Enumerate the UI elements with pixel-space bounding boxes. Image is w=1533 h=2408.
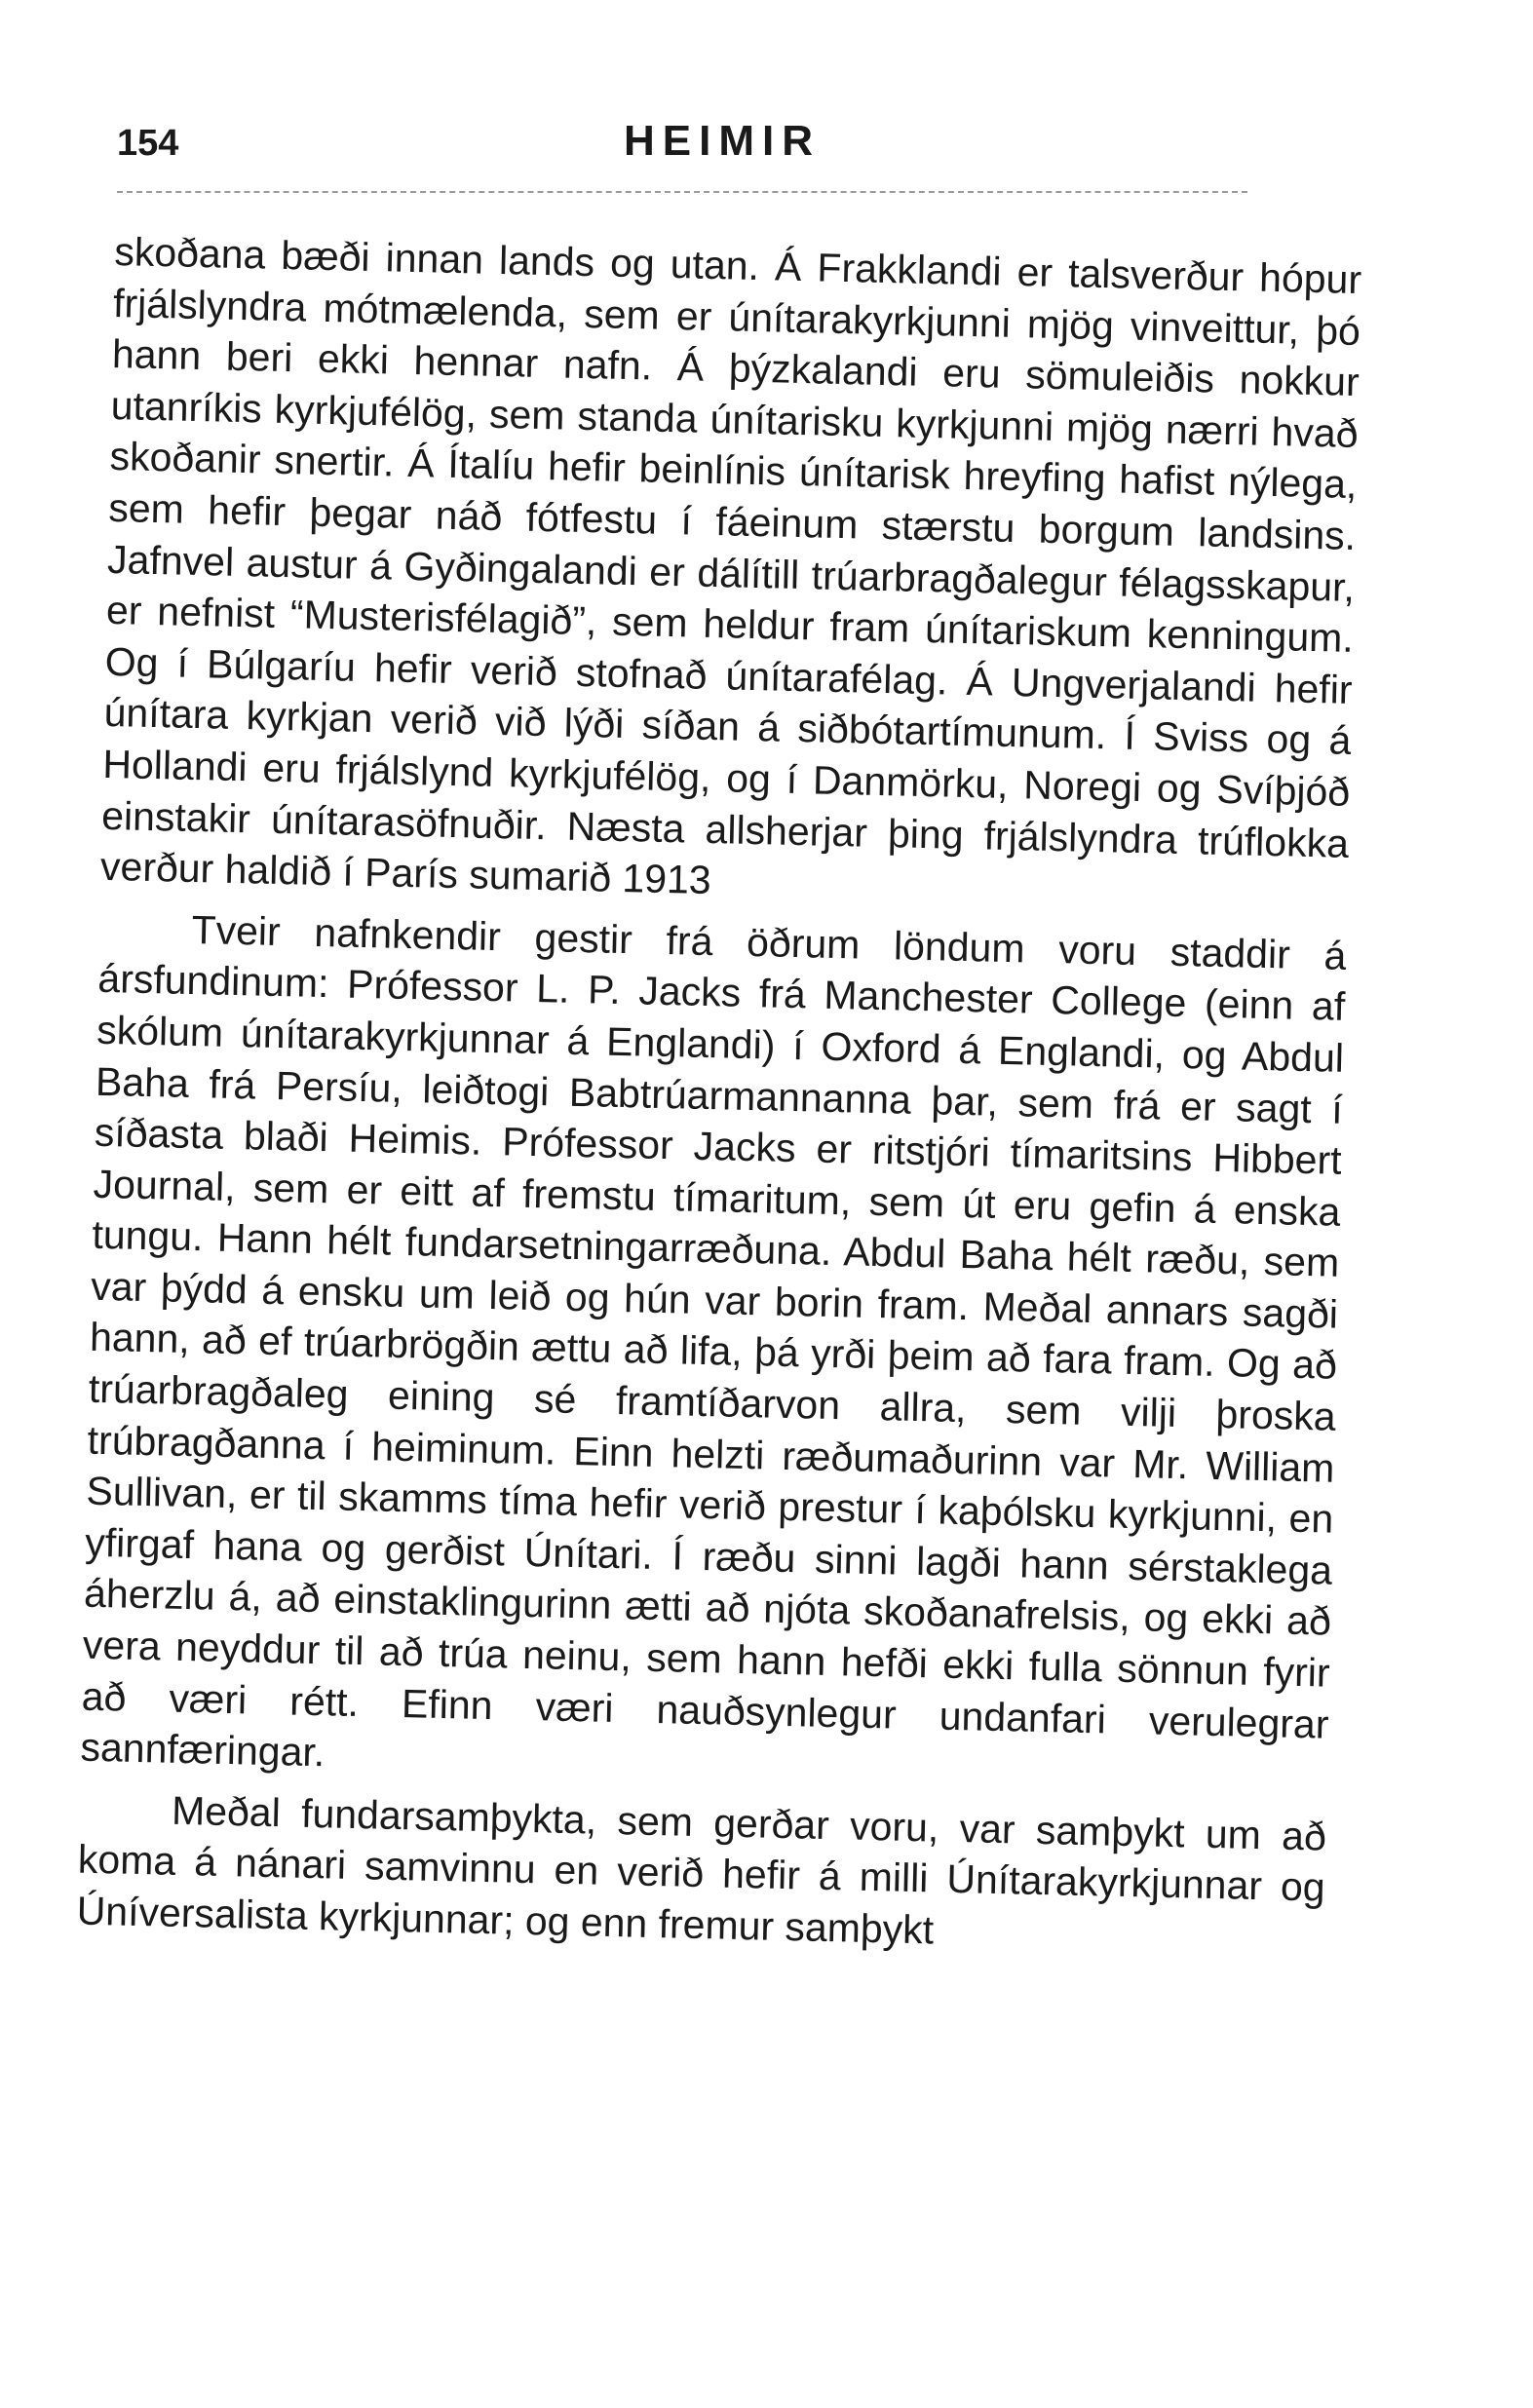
running-title: HEIMIR bbox=[624, 117, 821, 165]
page-number: 154 bbox=[117, 123, 179, 164]
paragraph-3: Meðal fundarsamþykta, sem gerðar voru, var samþykt um að koma á nánari samvinnu en verið hefir á milli Únítarakyrkjunnar og Úníversalista kyrkjunnar; og enn fremur samþykt bbox=[76, 1787, 1327, 1953]
page-header bbox=[117, 117, 1364, 185]
body-text bbox=[76, 226, 1362, 1965]
paragraph-1: skoðana bæði innan lands og utan. Á Frakklandi er talsverður hópur frjálslyndra mótmælenda, sem er únítarakyrkjunni mjög vinveittur, þó hann beri ekki hennar nafn. Á þýzkalandi eru sömuleiðis nokkur utanríkis kyrkjufélög, sem standa únítarisku kyrkjunni mjög nærri hvað skoðanir snertir. Á Ítalíu hefir beinlínis únítarisk hreyfing hafist nýlega, sem hefir þegar náð fótfestu í fáeinum stærstu borgum landsins. Jafnvel austur á Gyðingalandi er dálítill trúarbragðalegur félagsskapur, er nefnist “Musterisfélagið”, sem heldur fram únítariskum kenningum. Og í Búlgaríu hefir verið stofnað únítarafélag. Á Ungverjalandi hefir únítara kyrkjan verið við lýði síðan á siðbótartímunum. Í Sviss og á Hollandi eru frjálslynd kyrkjufélög, og í Danmörku, Noregi og Svíþjóð einstakir únítarasöfnuðir. Næsta allsherjar þing frjálslyndra trúflokka verður haldið í París sumarið 1913 bbox=[99, 228, 1362, 903]
header-rule bbox=[117, 191, 1247, 193]
paragraph-2: Tveir nafnkendir gestir frá öðrum löndum voru staddir á ársfundinum: Prófessor L. P. Jacks frá Manchester College (einn af skólum únítarakyrkjunnar á Englandi) í Oxford á Englandi, og Abdul Baha frá Persíu, leiðtogi Babtrúarmannanna þar, sem frá er sagt í síðasta blaði Heimis. Prófessor Jacks er ritstjóri tímaritsins Hibbert Journal, sem er eitt af fremstu tímaritum, sem út eru gefin á enska tungu. Hann hélt fundarsetningarræðuna. Abdul Baha hélt ræðu, sem var þýdd á ensku um leið og hún var borin fram. Meðal annars sagði hann, að ef trúarbrögðin ættu að lifa, þá yrði þeim að fara fram. Og að trúarbragðaleg eining sé framtíðarvon allra, sem vilji þroska trúbragðanna í heiminum. Einn helzti ræðumaðurinn var Mr. William Sullivan, er til skamms tíma hefir verið prestur í kaþólsku kyrkjunni, en yfirgaf hana og gerðist Únítari. Í ræðu sinni lagði hann sérstaklega áherzlu á, að einstaklingurinn ætti að njóta skoðanafrelsis, og ekki að vera neyddur til að trúa neinu, sem hann hefði ekki fulla sönnun fyrir að væri rétt. Efinn væri nauðsynlegur undanfari verulegrar sannfæringar. bbox=[80, 906, 1347, 1776]
